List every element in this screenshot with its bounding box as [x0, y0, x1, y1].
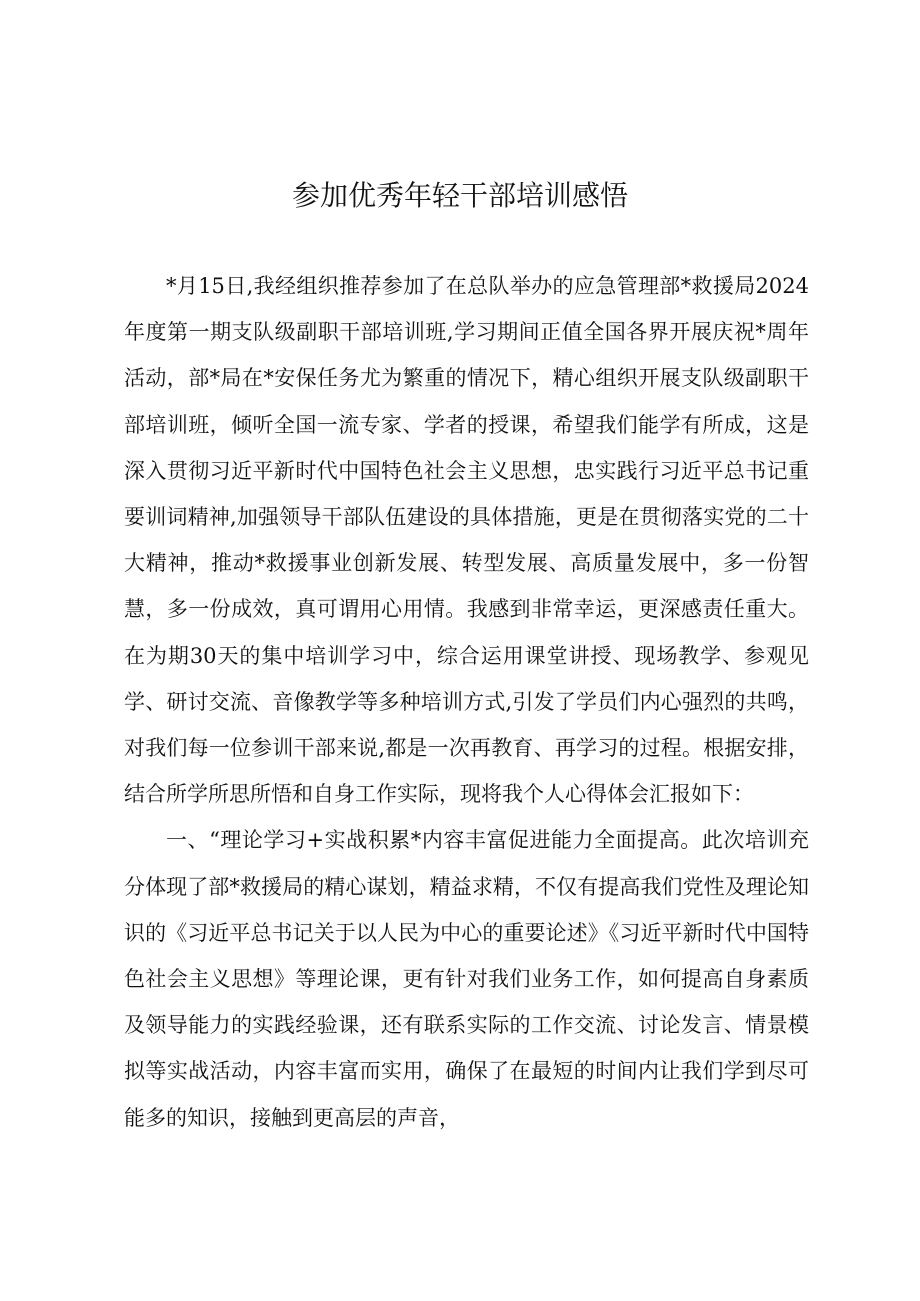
document-body	[124, 263, 809, 1141]
paragraph-intro: *月15日,我经组织推荐参加了在总队举办的应急管理部*救援局2024年度第一期支队级副职干部培训班,学习期间正值全国各界开展庆祝*周年活动，部*局在*安保任务尤为繁重的情况下，精心组织开展支队级副职干部培训班，倾听全国一流专家、学者的授课，希望我们能学有所成，这是深入贯彻习近平新时代中国特色社会主义思想，忠实践行习近平总书记重要训词精神,加强领导干部队伍建设的具体措施，更是在贯彻落实党的二十大精神，推动*救援事业创新发展、转型发展、高质量发展中，多一份智慧，多一份成效，真可谓用心用情。我感到非常幸运，更深感责任重大。在为期30天的集中培训学习中，综合运用课堂讲授、现场教学、参观见学、研讨交流、音像教学等多种培训方式,引发了学员们内心强烈的共鸣，对我们每一位参训干部来说,都是一次再教育、再学习的过程。根据安排，结合所学所思所悟和自身工作实际，现将我个人心得体会汇报如下：	[124, 274, 809, 807]
document-title: 参加优秀年轻干部培训感悟	[291, 179, 628, 212]
paragraph-section-one: 一、“理论学习+实战积累*内容丰富促进能力全面提高。此次培训充分体现了部*救援局的精心谋划，精益求精，不仅有提高我们党性及理论知识的《习近平总书记关于以人民为中心的重要论述》《习近平新时代中国特色社会主义思想》等理论课，更有针对我们业务工作，如何提高自身素质及领导能力的实践经验课，还有联系实际的工作交流、讨论发言、情景模拟等实战活动，内容丰富而实用，确保了在最短的时间内让我们学到尽可能多的知识，接触到更高层的声音，	[124, 828, 809, 1130]
